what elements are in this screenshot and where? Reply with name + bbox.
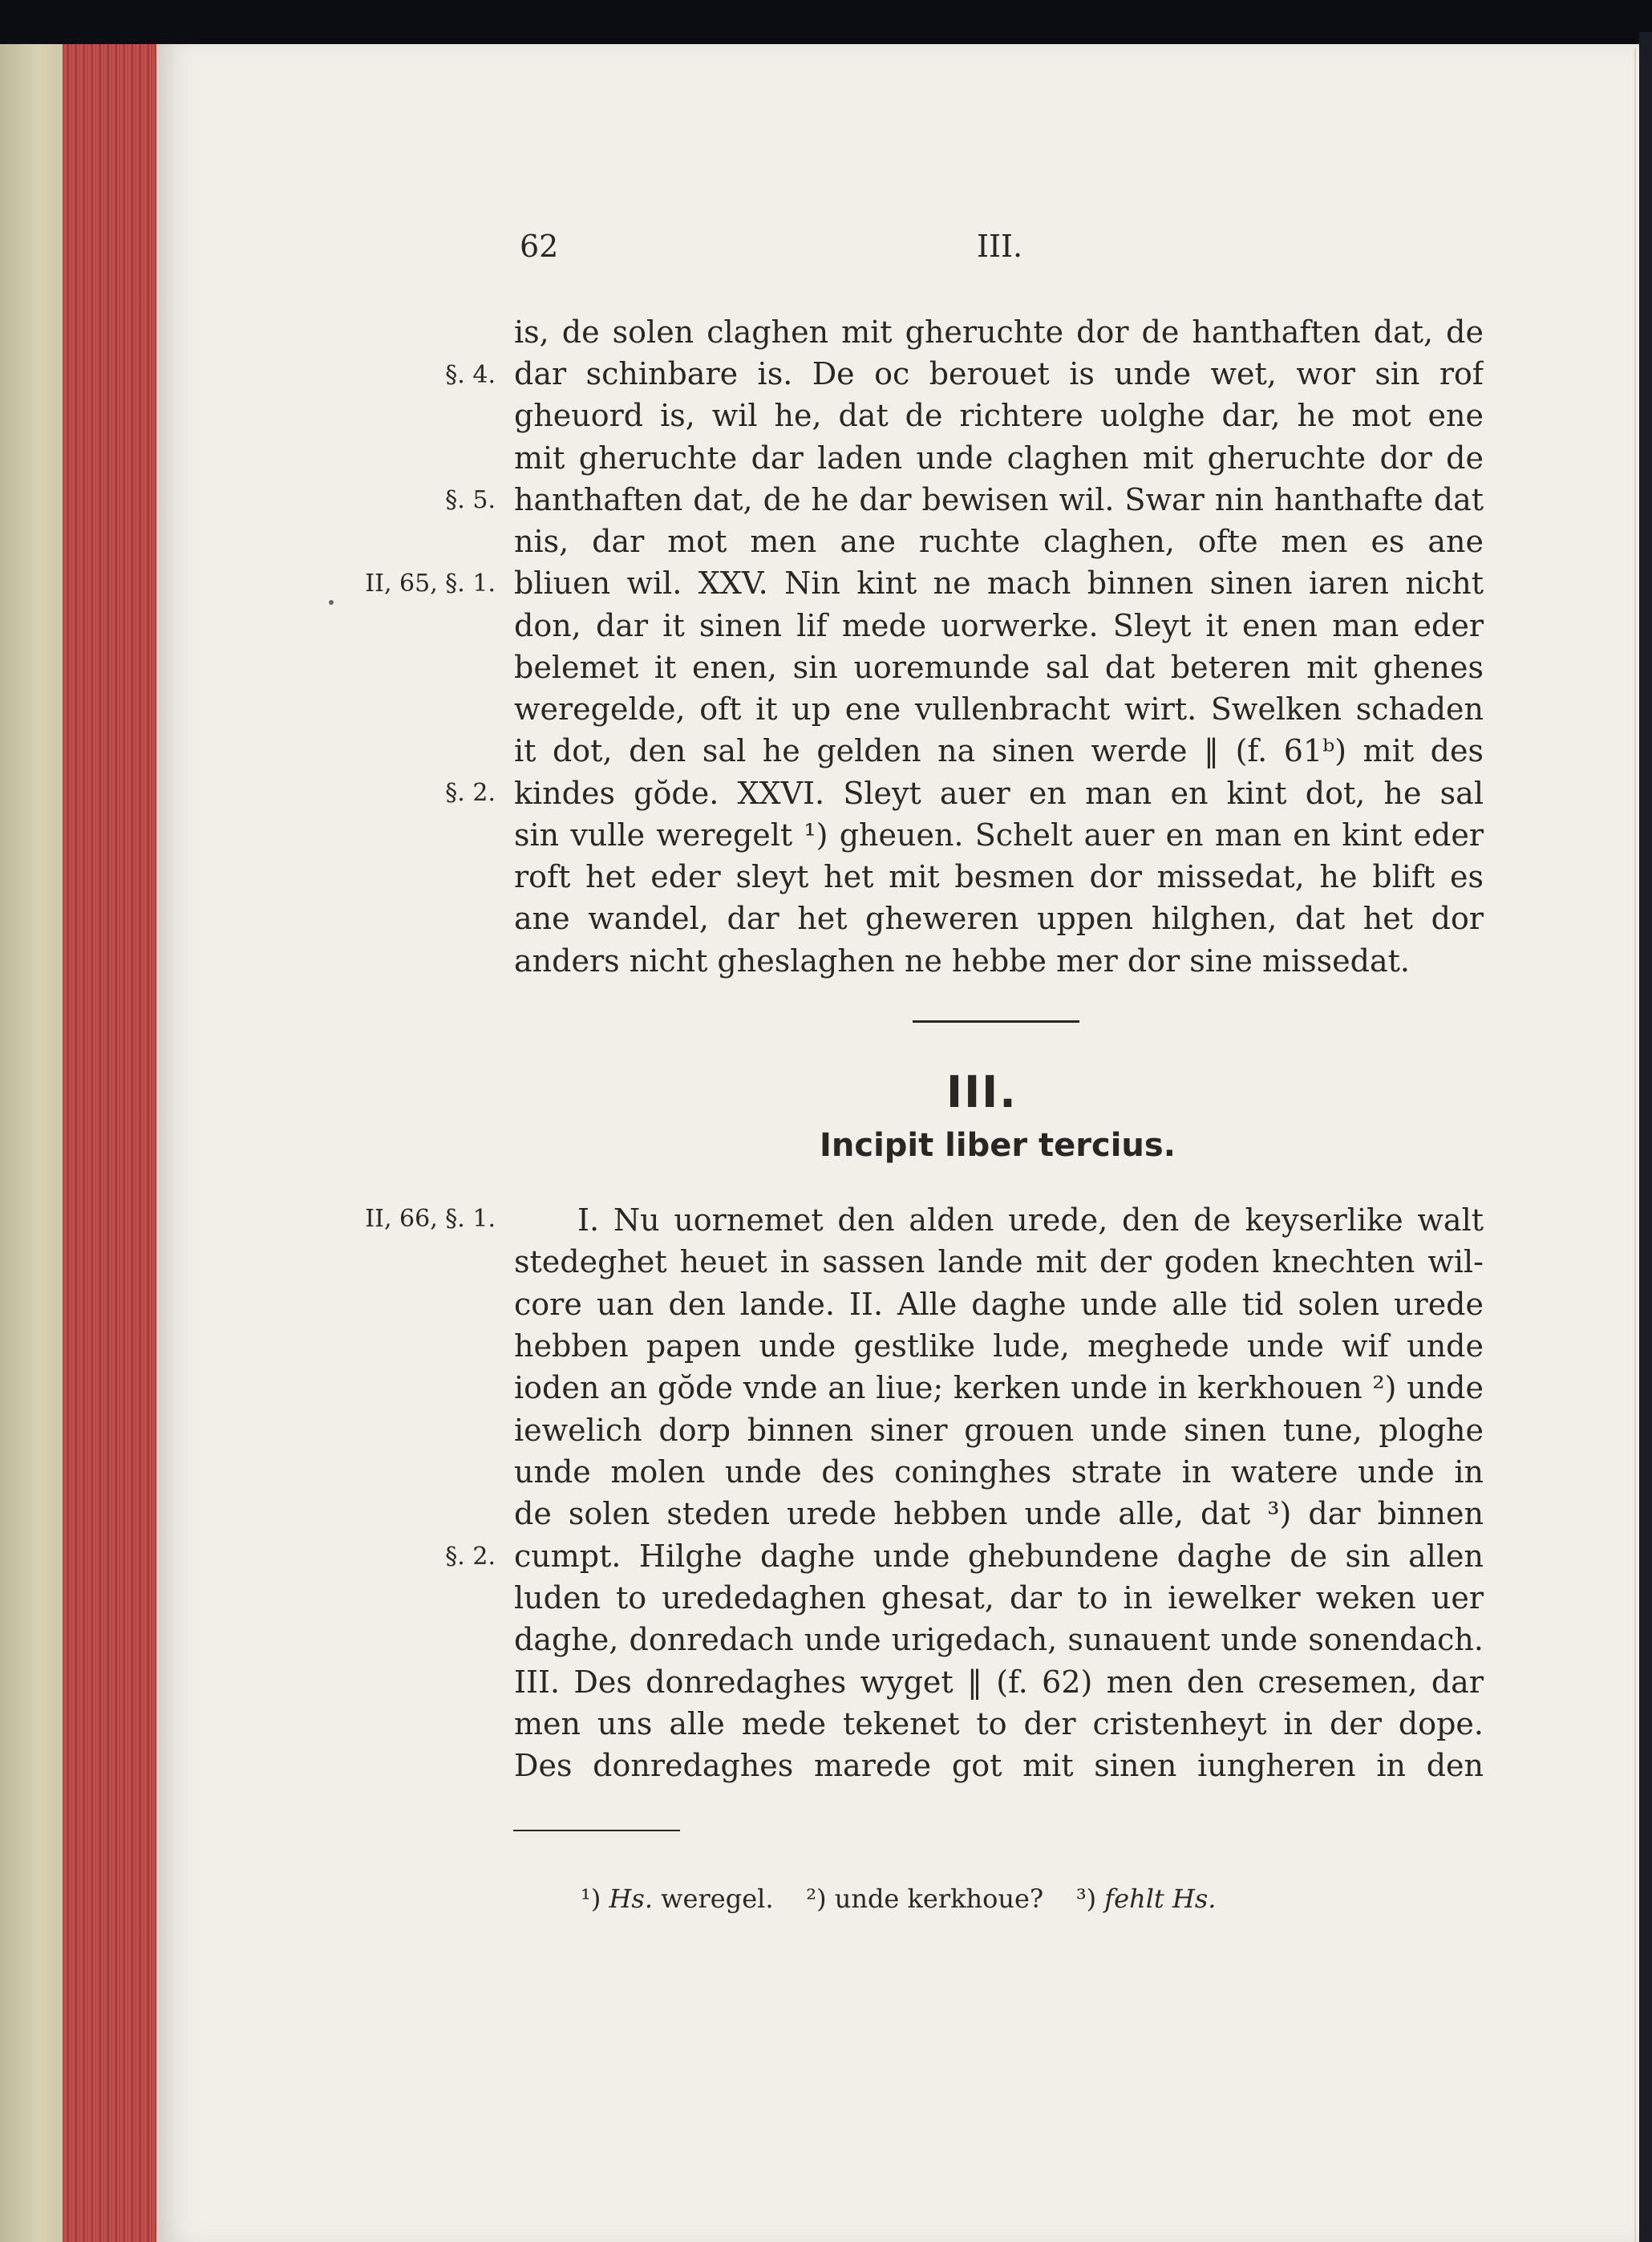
text-line: it dot, den sal he gelden na sinen werde ‖ (f. 61ᵇ) mit des [514, 733, 1484, 768]
text-line: daghe, donredach unde urigedach, sunauent unde sonendach. [514, 1622, 1484, 1657]
text-line: hanthaften dat, de he dar bewisen wil. Swar nin hanthafte dat [514, 482, 1484, 517]
footnote-2-mark: ²) [806, 1883, 827, 1914]
text-line: Des donredaghes marede got mit sinen iungheren in den [514, 1748, 1484, 1783]
footnote-1-text: weregel. [652, 1883, 774, 1914]
page-number: 62 [520, 229, 559, 264]
text-line: iewelich dorp binnen siner grouen unde sinen tune, ploghe [514, 1413, 1484, 1448]
section-title: Incipit liber tercius. [820, 1127, 1176, 1164]
page-stack-edge [63, 44, 167, 2242]
footnote-2-text: unde kerkhoue? [826, 1883, 1044, 1914]
text-line: anders nicht gheslaghen ne hebbe mer dor sine missedat. [514, 943, 1410, 979]
text-line: belemet it enen, sin uoremunde sal dat beteren mit ghenes [514, 650, 1484, 685]
page-gutter-line [1634, 48, 1636, 2242]
text-line: roft het eder sleyt het mit besmen dor missedat, he blift es [514, 859, 1484, 894]
text-line: luden to urededaghen ghesat, dar to in iewelker weken uer [514, 1580, 1484, 1616]
text-line: ane wandel, dar het gheweren uppen hilghen, dat het dor [514, 901, 1484, 936]
margin-ref: II, 65, §. 1. [365, 570, 496, 598]
text-line: ioden an gŏde vnde an liue; kerken unde in kerkhouen ²) unde [514, 1370, 1484, 1405]
text-line: core uan den lande. II. Alle daghe unde alle tid solen urede [514, 1287, 1484, 1322]
footnote-1-abbrev: Hs. [609, 1883, 653, 1914]
margin-ref: §. 4. [445, 361, 496, 389]
scan-top-border [0, 0, 1652, 44]
text-line: unde molen unde des coninghes strate in watere unde in [514, 1454, 1484, 1490]
margin-ref: §. 2. [445, 1543, 496, 1571]
margin-ref: §. 2. [445, 779, 496, 807]
scan-right-border [1639, 32, 1652, 2242]
footnote-1-mark: ¹) [581, 1883, 601, 1914]
text-line: mit gheruchte dar laden unde claghen mit gheruchte dor de [514, 440, 1484, 476]
text-line: stedeghet heuet in sassen lande mit der goden knechten wil- [514, 1244, 1484, 1279]
text-line: dar schinbare is. De oc berouet is unde wet, wor sin rof [514, 356, 1484, 391]
text-line: don, dar it sinen lif mede uorwerke. Sleyt it enen man eder [514, 608, 1484, 643]
footnote-rule [513, 1830, 680, 1831]
text-line: I. Nu uornemet den alden urede, den de keyserlike walt [577, 1202, 1484, 1238]
footnotes [581, 1883, 1216, 1914]
section-divider [913, 1020, 1079, 1023]
margin-ref: II, 66, §. 1. [365, 1205, 496, 1233]
text-line: de solen steden urede hebben unde alle, dat ³) dar binnen [514, 1496, 1484, 1531]
text-line: nis, dar mot men ane ruchte claghen, ofte men es ane [514, 524, 1484, 559]
running-head: III. [977, 229, 1023, 264]
section-number: III. [946, 1067, 1018, 1117]
text-line: kindes gŏde. XXVI. Sleyt auer en man en kint dot, he sal [514, 776, 1484, 811]
text-line: bliuen wil. XXV. Nin kint ne mach binnen sinen iaren nicht [514, 566, 1484, 601]
text-line: III. Des donredaghes wyget ‖ (f. 62) men den cresemen, dar [514, 1664, 1484, 1700]
footnote-3-text: fehlt Hs. [1104, 1883, 1217, 1914]
margin-dot [329, 600, 334, 605]
text-line: weregelde, oft it up ene vullenbracht wirt. Swelken schaden [514, 691, 1484, 727]
footnote-3-mark: ³) [1075, 1883, 1097, 1914]
text-line: men uns alle mede tekenet to der cristenheyt in der dope. [514, 1706, 1484, 1741]
text-line: sin vulle weregelt ¹) gheuen. Schelt auer en man en kint eder [514, 817, 1484, 853]
text-line: gheuord is, wil he, dat de richtere uolghe dar, he mot ene [514, 398, 1484, 433]
text-line: is, de solen claghen mit gheruchte dor de hanthaften dat, de [514, 314, 1484, 350]
text-line: cumpt. Hilghe daghe unde ghebundene daghe de sin allen [514, 1539, 1484, 1574]
text-line: hebben papen unde gestlike lude, meghede unde wif unde [514, 1328, 1484, 1364]
margin-ref: §. 5. [445, 486, 496, 514]
